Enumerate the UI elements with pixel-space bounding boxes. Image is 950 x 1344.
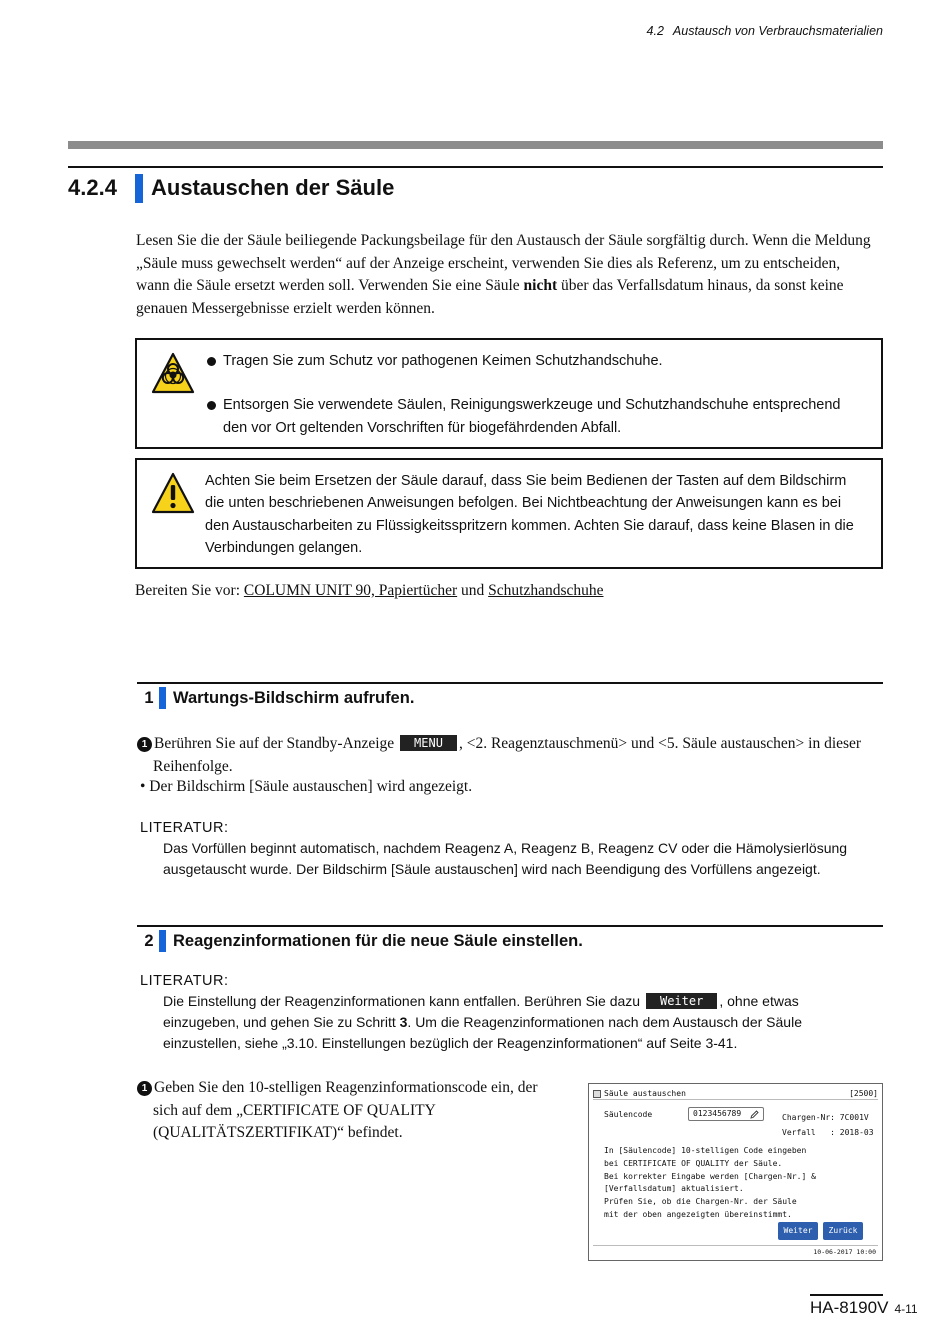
column-exchange-screen bbox=[588, 1083, 883, 1261]
step-rule bbox=[137, 925, 883, 927]
biohazard-item: Tragen Sie zum Schutz vor pathogenen Keimen Schutzhandschuhe. bbox=[205, 350, 861, 372]
caution-notice bbox=[135, 458, 883, 569]
section-heading bbox=[68, 172, 394, 204]
step-title: Reagenzinformationen für die neue Säule einstellen. bbox=[173, 931, 583, 950]
intro-line: Lesen Sie die der Säule beiliegende Packungsbeilage für den Austausch der Säule sorgfältig durch. Wenn die Meldung bbox=[136, 232, 871, 249]
step-heading bbox=[137, 685, 414, 711]
intro-emphasis: nicht bbox=[523, 277, 558, 294]
running-header-section: 4.2 bbox=[646, 24, 664, 38]
literature-segment: , ohne etwas bbox=[719, 993, 799, 1009]
literature-line: Das Vorfüllen beginnt automatisch, nachdem Reagenz A, Reagenz B, Reagenz CV oder die Hämolysierlösung bbox=[163, 840, 848, 856]
step-title: Wartungs-Bildschirm aufrufen. bbox=[173, 688, 415, 707]
weiter-key: Weiter bbox=[646, 993, 717, 1009]
column-code-value: 0123456789 bbox=[693, 1109, 742, 1118]
screen-title: Säule austauschen bbox=[604, 1089, 686, 1098]
pencil-icon bbox=[750, 1110, 759, 1119]
substep-text: Berühren Sie auf der Standby-Anzeige bbox=[154, 735, 399, 752]
instruction-line: [Verfallsdatum] aktualisiert. bbox=[604, 1184, 744, 1194]
screen-titlebar bbox=[593, 1088, 878, 1100]
literature-label: LITERATUR: bbox=[140, 820, 229, 836]
lot-info bbox=[782, 1110, 874, 1140]
literature-line bbox=[163, 1012, 873, 1033]
column-code-label: Säulencode bbox=[604, 1110, 653, 1119]
literature-segment: . Um die Reagenzinformationen nach dem Austausch der Säule bbox=[407, 1014, 802, 1030]
screen-title-group bbox=[593, 1089, 686, 1098]
instruction-line: mit der oben angezeigten übereinstimmt. bbox=[604, 1209, 792, 1219]
back-button[interactable]: Zurück bbox=[823, 1222, 863, 1240]
biohazard-list bbox=[205, 350, 861, 461]
substep-line: (QUALITÄTSZERTIFIKAT)“ befindet. bbox=[153, 1124, 403, 1141]
substep-number: 1 bbox=[137, 737, 152, 752]
substep-line: Geben Sie den 10-stelligen Reagenzinformationscode ein, der bbox=[154, 1079, 538, 1096]
caution-text: Achten Sie beim Ersetzen der Säule darauf, dass Sie beim Bedienen der Tasten auf dem Bildschirm die unten beschriebenen Anweisungen befolgen. Bei Nichtbeachtung der Anweisungen kann es bei den Austauscharbeiten zu Flüssigkeitsspritzern kommen. Achten Sie darauf, dass keine Blasen in die Verbindungen gelangen. bbox=[205, 473, 854, 556]
screen-instructions bbox=[604, 1145, 816, 1222]
step-number: 2 bbox=[144, 931, 154, 950]
step-accent-bar bbox=[159, 930, 166, 952]
instruction-line: bei CERTIFICATE OF QUALITY der Säule. bbox=[604, 1158, 783, 1168]
prepare-item: COLUMN UNIT 90, Papiertücher bbox=[243, 582, 458, 599]
literature-text bbox=[163, 838, 873, 880]
intro-paragraph bbox=[136, 230, 886, 320]
section-title: Austauschen der Säule bbox=[151, 175, 395, 200]
biohazard-item: Entsorgen Sie verwendete Säulen, Reinigungswerkzeuge und Schutzhandschuhe entsprechend den vor Ort geltenden Vorschriften für biogefährdenden Abfall. bbox=[205, 394, 861, 439]
intro-line: genauen Messergebnisse erzielt werden können. bbox=[136, 299, 435, 317]
screen-datetime: 10-06-2017 10:00 bbox=[813, 1248, 876, 1256]
footer-model: HA-8190V bbox=[810, 1298, 889, 1317]
screen-divider bbox=[593, 1245, 878, 1246]
literature-segment: einzugeben, und gehen Sie zu Schritt bbox=[163, 1014, 400, 1030]
intro-line: „Säule muss gewechselt werden“ auf der Anzeige erscheint, verwenden Sie dies als Referenz, um zu entscheiden, bbox=[136, 254, 841, 272]
step-heading bbox=[137, 928, 583, 954]
instruction-line: Bei korrekter Eingabe werden [Chargen-Nr.] & bbox=[604, 1171, 816, 1181]
substep-number: 1 bbox=[137, 1081, 152, 1096]
section-rule bbox=[68, 166, 883, 168]
step-number: 1 bbox=[144, 688, 154, 707]
expiry-date: Verfall : 2018-03 bbox=[782, 1128, 874, 1137]
prepare-item: Schutzhandschuhe bbox=[488, 582, 604, 599]
step-accent-bar bbox=[159, 687, 166, 709]
instruction-line: In [Säulencode] 10-stelligen Code eingeben bbox=[604, 1146, 807, 1155]
page-number: 4-11 bbox=[894, 1302, 918, 1316]
screen-code-id: [2500] bbox=[849, 1089, 878, 1098]
screen-checkbox-icon bbox=[593, 1090, 601, 1098]
section-top-bar bbox=[68, 141, 883, 149]
step-rule bbox=[137, 682, 883, 684]
intro-text: über das Verfallsdatum hinaus, da sonst keine bbox=[557, 277, 844, 294]
intro-line bbox=[136, 275, 886, 298]
substep-text bbox=[137, 1077, 567, 1100]
intro-text: wann die Säule ersetzt werden soll. Verwenden Sie eine Säule bbox=[136, 277, 524, 294]
running-header-title: Austausch von Verbrauchsmaterialien bbox=[672, 24, 883, 38]
lot-number: Chargen-Nr: 7C001V bbox=[782, 1113, 869, 1122]
substep bbox=[137, 1077, 567, 1145]
footer-rule bbox=[810, 1294, 883, 1296]
next-button[interactable]: Weiter bbox=[778, 1222, 818, 1240]
literature-line: ausgetauscht wurde. Der Bildschirm [Säule austauschen] wird nach Beendigung des Vorfüllens angezeigt. bbox=[163, 861, 821, 877]
literature-label: LITERATUR: bbox=[140, 973, 229, 989]
substep-line: sich auf dem „CERTIFICATE OF QUALITY bbox=[153, 1101, 436, 1119]
literature-segment: Die Einstellung der Reagenzinformationen kann entfallen. Berühren Sie dazu bbox=[163, 993, 644, 1009]
running-header bbox=[647, 24, 883, 38]
substep bbox=[137, 733, 861, 778]
literature-step-ref: 3 bbox=[399, 1014, 408, 1030]
section-accent-bar bbox=[135, 174, 143, 203]
prepare-prefix: Bereiten Sie vor: bbox=[135, 582, 244, 599]
prepare-joiner: und bbox=[457, 582, 489, 599]
warning-icon bbox=[151, 472, 195, 514]
substep-text: Reihenfolge. bbox=[153, 757, 233, 775]
biohazard-icon bbox=[151, 352, 195, 394]
column-code-field[interactable] bbox=[688, 1107, 764, 1121]
substep-text: , <2. Reagenztauschmenü> und <5. Säule austauschen> in dieser bbox=[458, 735, 862, 752]
result-bullet: • Der Bildschirm [Säule austauschen] wird angezeigt. bbox=[140, 778, 473, 795]
instruction-line: Prüfen Sie, ob die Chargen-Nr. der Säule bbox=[604, 1197, 797, 1207]
literature-text bbox=[163, 991, 873, 1054]
section-number: 4.2.4 bbox=[68, 175, 117, 200]
footer bbox=[810, 1298, 918, 1318]
prepare-line bbox=[135, 582, 604, 600]
menu-key: MENU bbox=[400, 735, 457, 751]
literature-line: einzustellen, siehe „3.10. Einstellungen bezüglich der Reagenzinformationen“ auf Seite 3-41. bbox=[163, 1035, 738, 1051]
literature-line bbox=[163, 991, 873, 1012]
biohazard-notice bbox=[135, 338, 883, 449]
